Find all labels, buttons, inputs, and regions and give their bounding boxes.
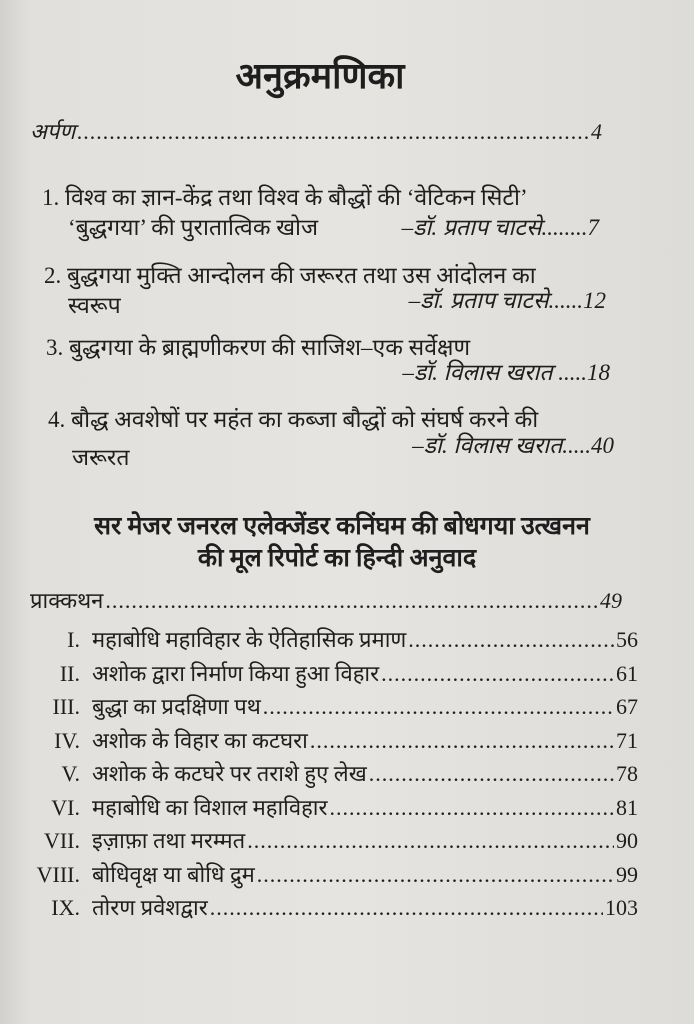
entry-author: –डॉ. विलास खरात	[412, 433, 563, 458]
entry-page: 4	[591, 119, 602, 144]
leader-dots	[369, 761, 614, 787]
entry-page: 61	[616, 660, 638, 686]
entry-page: 40	[591, 433, 614, 458]
entry-number: 3.	[46, 335, 64, 360]
entry-author: –डॉ. प्रताप चाटसे	[408, 288, 549, 313]
entry-numeral: VIII.	[36, 861, 80, 887]
toc-entry-report-8[interactable]	[20, 859, 638, 889]
page-title: अनुक्रमणिका	[235, 56, 405, 96]
entry-page: 90	[616, 828, 638, 853]
entry-numeral: IV.	[54, 727, 80, 753]
entry-numeral: VII.	[43, 828, 80, 853]
entry-label-cont: जरूरत	[72, 445, 130, 470]
section-heading-line-1: सर मेजर जनरल एलेक्जेंडर कनिंघम की बोधगया उत्खनन	[94, 513, 590, 540]
toc-entry-report-5[interactable]	[20, 758, 638, 788]
entry-number: 2.	[44, 263, 62, 288]
entry-page: 99	[616, 861, 638, 887]
leader-dots	[263, 694, 614, 720]
entry-numeral: II.	[59, 660, 80, 686]
toc-entry-report-6[interactable]	[20, 792, 638, 822]
entry-page: 71	[616, 727, 638, 753]
entry-page: 18	[587, 360, 610, 385]
entry-page: 103	[605, 895, 638, 920]
entry-label: बुद्धगया के ब्राह्मणीकरण की साजिश–एक सर्वेक्षण	[69, 335, 471, 360]
toc-entry-report-9[interactable]	[20, 892, 638, 922]
book-page: अनुक्रमणिका अर्पण ..... 4 1. विश्व का ज्ञान-केंद्र तथा विश्व के बौद्धों की ‘वेटिकन सिटी’ ‘बुद्धगया’ की पुरातात्विक खोज –डॉ. प्रताप चाटसे........7 2. बुद्धगया मुक्ति आन्दोलन की जरूरत तथा उस आंदोलन का स्वरूप –डॉ. प्रताप चाटसे......12 3. बुद्धगया के ब्राह्मणीकरण की साजिश–एक सर्वेक्षण –डॉ. विलास खरात .....18 4. बौद्ध अवशेषों पर महंत का कब्जा बौद्धों को संघर्ष करने की जरूरत –डॉ. विलास खरात.....40 सर मेजर जनरल एलेक्जेंडर कनिंघम की बोधगया उत्खनन की मूल रिपोर्ट का हिन्दी अनुवाद प्राक्कथन ..... 49 I. महाबोधि महाविहार के ऐतिहासिक प्रमाण ..... 56 II. अशोक द्वारा निर्माण किया हुआ विहार ..... 61 III. बुद्धा का प्रदक्षिणा पथ ..... 67 IV. अशोक के विहार का कटघरा ..... 71 V. अशोक के कटघरे पर तराशे हुए लेख ..... 78 VI. महाबोधि का विशाल महाविहार ..... 81 VII. इज़ाफ़ा तथा मरम्मत ..... 90 VIII. बोधिवृक्ष या बोधि द्रुम ..... 99 IX. तोरण प्रवेशद्वार ..... 103	[0, 0, 694, 1024]
entry-page: 67	[616, 694, 638, 719]
toc-entry-report-1[interactable]	[20, 624, 638, 654]
entry-label: बुद्धा का प्रदक्षिणा पथ	[92, 694, 261, 719]
toc-entry-preface[interactable]	[30, 585, 622, 615]
entry-label: महाबोधि का विशाल महाविहार	[92, 794, 328, 820]
entry-numeral: IX.	[51, 895, 80, 920]
entry-number: 1.	[42, 185, 60, 210]
entry-page: 81	[616, 794, 638, 820]
section-heading-line-2: की मूल रिपोर्ट का हिन्दी अनुवाद	[197, 545, 477, 572]
leader-dots	[381, 661, 614, 687]
entry-numeral: I.	[67, 627, 80, 652]
leader-dots	[408, 627, 614, 653]
leader-dots	[247, 828, 614, 854]
leader-dots	[210, 895, 603, 921]
entry-numeral: V.	[61, 761, 80, 786]
entry-page: 12	[583, 288, 606, 313]
leader-dots	[257, 862, 614, 888]
entry-numeral: III.	[52, 694, 80, 719]
entry-label: विश्व का ज्ञान-केंद्र तथा विश्व के बौद्धों की ‘वेटिकन सिटी’	[65, 185, 528, 210]
entry-label: अशोक के कटघरे पर तराशे हुए लेख	[92, 761, 367, 786]
entry-number: 4.	[48, 407, 66, 432]
entry-label-cont: स्वरूप	[68, 293, 121, 318]
entry-author: –डॉ. प्रताप चाटसे	[401, 215, 542, 240]
leader-dots	[310, 728, 614, 754]
leader-dots	[105, 588, 598, 614]
toc-entry-dedication[interactable]	[30, 116, 602, 146]
entry-author: –डॉ. विलास खरात	[402, 360, 553, 385]
entry-label: अर्पण	[30, 119, 76, 144]
leader-dots	[77, 119, 589, 145]
entry-numeral: VI.	[51, 794, 80, 820]
entry-label: इज़ाफ़ा तथा मरम्मत	[92, 828, 246, 853]
entry-page: 49	[600, 588, 622, 613]
entry-label: तोरण प्रवेशद्वार	[92, 895, 208, 920]
entry-label: अशोक के विहार का कटघरा	[92, 727, 308, 753]
toc-entry-report-3[interactable]	[20, 691, 638, 721]
entry-label: अशोक द्वारा निर्माण किया हुआ विहार	[92, 660, 380, 686]
entry-page: 7	[587, 215, 599, 240]
entry-label: प्राक्कथन	[30, 588, 104, 613]
entry-label: बुद्धगया मुक्ति आन्दोलन की जरूरत तथा उस आंदोलन का	[67, 263, 536, 288]
entry-label: महाबोधि महाविहार के ऐतिहासिक प्रमाण	[92, 627, 407, 652]
entry-label: बोधिवृक्ष या बोधि द्रुम	[92, 861, 255, 887]
entry-page: 56	[616, 627, 638, 652]
entry-label-cont: ‘बुद्धगया’ की पुरातात्विक खोज	[68, 215, 319, 240]
leader-dots	[329, 795, 614, 821]
toc-entry-report-2[interactable]	[20, 658, 638, 688]
entry-page: 78	[616, 761, 638, 786]
toc-entry-report-7[interactable]	[20, 825, 638, 855]
entry-label: बौद्ध अवशेषों पर महंत का कब्जा बौद्धों को संघर्ष करने की	[71, 407, 539, 432]
toc-entry-report-4[interactable]	[20, 725, 638, 755]
